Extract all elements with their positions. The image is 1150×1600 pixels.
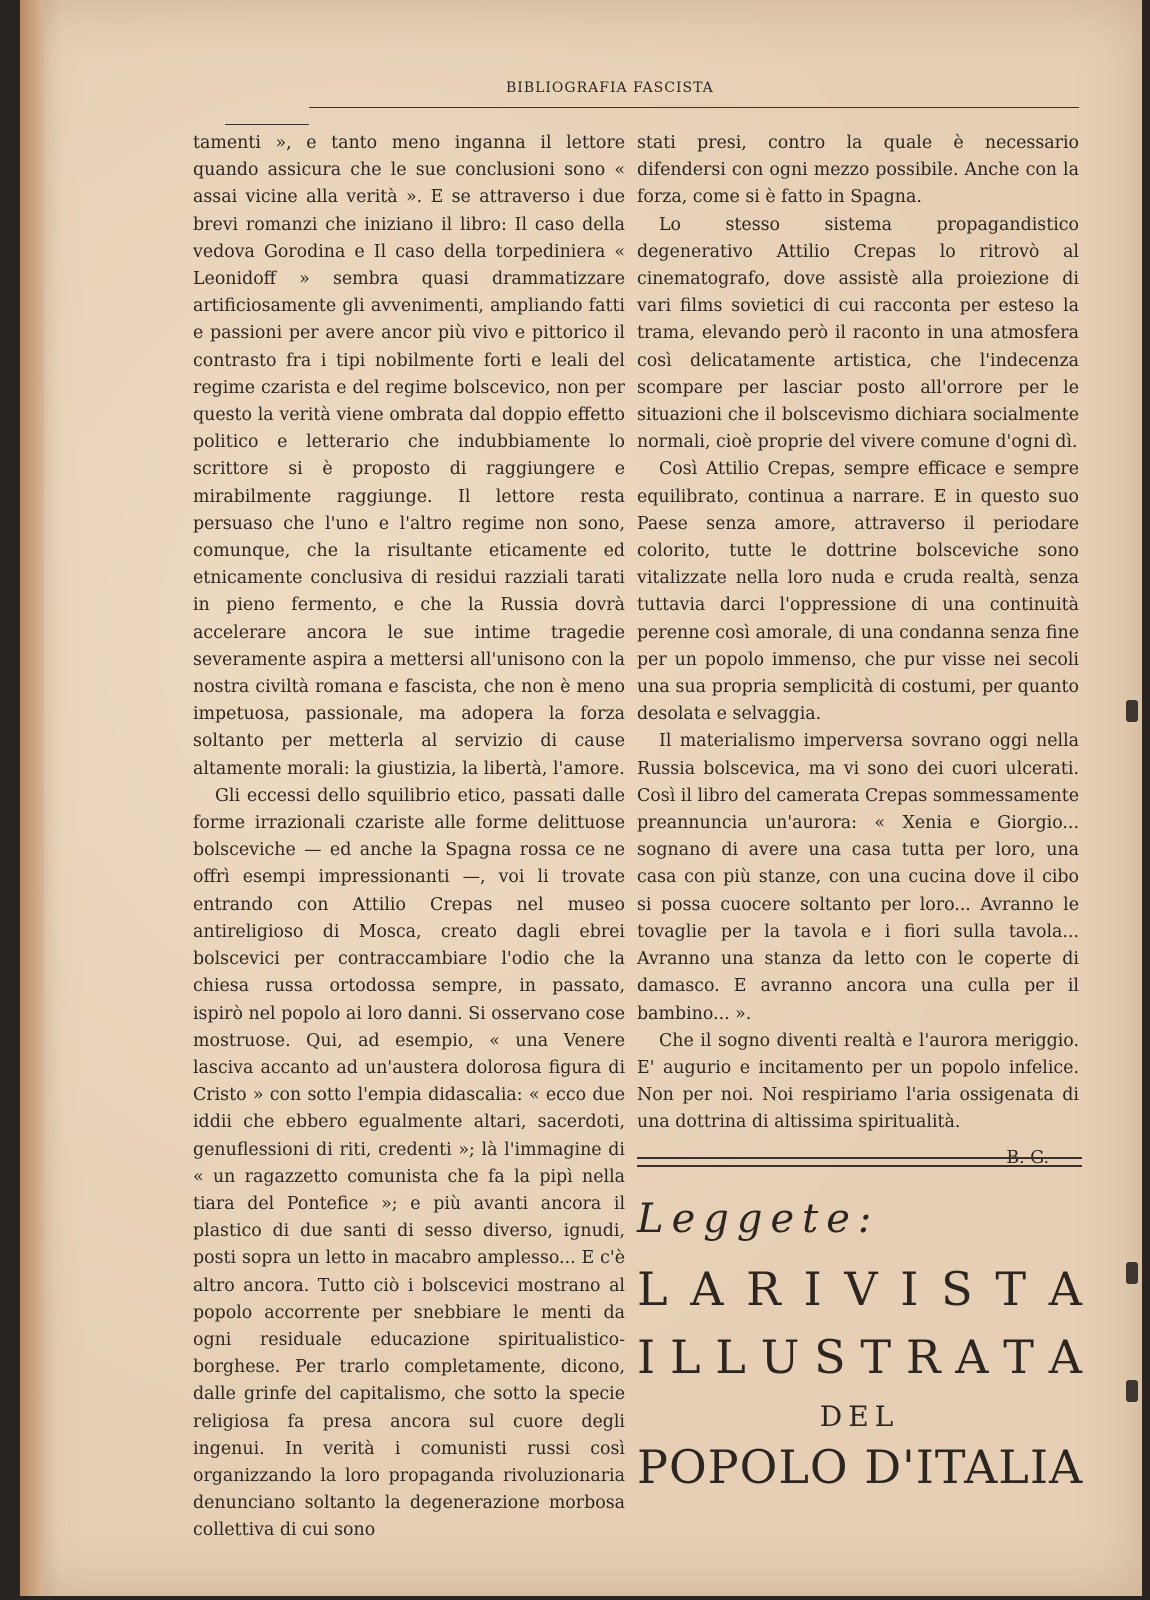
advert-letter: I [637,1330,656,1384]
page-edge [20,0,44,1596]
advert-line-popolo: POPOLO D'ITALIA [637,1440,1084,1494]
advert-letter: R [746,1262,781,1316]
advert-letter: L [637,1262,668,1316]
right-paragraph-3: Così Attilio Crepas, sempre efficace e sempre equilibrato, continua a narrare. E in questo suo Paese senza amore, attraverso il periodare colorito, tutte le dottrine bolsceviche sono vitalizzate nella loro nuda e cruda realtà, senza tuttavia darci l'oppressione di una continuità perenne così amorale, di una condanna senza fine per un popolo immenso, che pur visse nei secoli una sua propria semplicità di costumi, per quanto desolata e selvaggia. [637,459,1079,725]
advert-letter: T [1003,1330,1034,1384]
left-column [193,130,625,1545]
left-paragraph-2: Gli eccessi dello squilibrio etico, passati dalle forme irrazionali czariste alle forme delittuose bolsceviche — ed anche la Spagna rossa ce ne offrì esempi impressionanti —, voi li trovate entrando con Attilio Crepas nel museo antireligioso di Mosca, creato dagli ebrei bolscevici per contraccambiare l'odio che la chiesa russa ortodossa sempre, in passato, ispirò nel popolo ai loro danni. Si osservano cose mostruose. Qui, ad esempio, « una Venere lasciva accanto ad un'austera dolorosa figura di Cristo » con sotto l'empia didascalia: « ecco due iddii che ebbero egualmente altari, sacerdoti, genuflessioni di riti, credenti »; là l'immagine di « un ragazzetto comunista che fa la pipì nella tiara del Pontefice »; e più avanti ancora il plastico di due santi di sesso diverso, ignudi, posti sopra un letto in macabro amplesso... E c'è altro ancora. Tutto ciò i bolscevici mostrano al popolo accorrente per snebbiare le menti da ogni residuale educazione spiritualistico-borghese. Per trarlo completamente, dicono, dalle grinfe del capitalismo, che sotto la specie religiosa fa presa ancora sul cuore degli ingenui. In verità i comunisti russi così organizzando la loro propaganda rivoluzionaria denunciano soltanto la degenerazione morbosa collettiva di cui sono [193,785,625,1541]
advert-letter: L [669,1330,701,1384]
advert-line-illustrata [637,1330,1082,1384]
advert-line-del: DEL [819,1400,900,1433]
advert-letter: S [814,1330,846,1384]
advert-letter: A [1048,1262,1082,1316]
advert-letter: A [955,1330,989,1384]
advert-letter: S [941,1262,973,1316]
advert-letter: I [900,1262,919,1316]
article-signature: B. G. [1006,1147,1049,1168]
advert-letter: U [760,1330,800,1384]
right-paragraph-2: Lo stesso sistema propagandistico degenerativo Attilio Crepas lo ritrovò al cinematografo, dove assistè alla proiezione di vari films sovietici di cui racconta per esteso la trama, elevando però il raconto in una atmosfera così delicatamente artistica, che l'indecenza scompare per lasciar posto all'orrore per le situazioni che il bolscevismo dichiara socialmente normali, cioè proprie del vivere comune d'ogni dì. [637,214,1079,453]
binding-clip [1126,1262,1138,1284]
magazine-page [20,0,1142,1596]
right-paragraph-5: Che il sogno diventi realtà e l'aurora meriggio. E' augurio e incitamento per un popolo infelice. Non per noi. Noi respiriamo l'aria ossigenata di una dottrina di altissima spiritualità. [637,1030,1079,1133]
advert-letter: L [715,1330,746,1384]
right-paragraph-1: stati presi, contro la quale è necessario difendersi con ogni mezzo possibile. Anche con la forza, come si è fatto in Spagna. [637,133,1079,208]
running-header: BIBLIOGRAFIA FASCISTA [506,80,714,96]
advert-line-rivista [637,1262,1082,1316]
header-rule-right [309,107,1079,108]
advert-letter: A [1048,1330,1082,1384]
binding-clip [1126,700,1138,722]
right-paragraph-4: Il materialismo imperversa sovrano oggi nella Russia bolscevica, ma vi sono dei cuori ulcerati. Così il libro del camerata Crepas sommessamente preannuncia un'aurora: « Xenia e Giorgio... sognano di avere una casa tutta per loro, una casa con più stanze, con una cucina dove il cibo si possa cuocere soltanto per loro... Avranno le tovaglie per la tavola e i fiori sulla tavola... Avranno una stanza da letto con le coperte di damasco. E avranno ancora una culla per il bambino... ». [637,731,1079,1024]
right-column [637,130,1079,1172]
advert-letter: T [860,1330,892,1384]
advert-leggete: Leggete: [637,1196,880,1242]
advert-letter: T [995,1262,1027,1316]
advert-letter: V [844,1262,878,1316]
binding-clip [1126,1380,1138,1402]
advert-letter: I [803,1262,822,1316]
header-rule-left [225,124,309,125]
advert-letter: R [905,1330,941,1384]
advert-divider [637,1157,1082,1167]
advert-letter: A [690,1262,724,1316]
left-paragraph-1: tamenti », e tanto meno inganna il lettore quando assicura che le sue conclusioni sono « assai vicine alla verità ». E se attraverso i due brevi romanzi che iniziano il libro: Il caso della vedova Gorodina e Il caso della torpediniera « Leonidoff » sembra quasi drammatizzare artificiosamente gli avvenimenti, ampliando fatti e passioni per avere ancor più vivo e pittorico il contrasto fra i tipi nobilmente forti e leali del regime czarista e del regime bolscevico, non per questo la verità viene ombrata dal doppio effetto politico e letterario che indubbiamente lo scrittore si è proposto di raggiungere e mirabilmente raggiunge. Il lettore resta persuaso che l'uno e l'altro regime non sono, comunque, che la risultante eticamente ed etnicamente conclusiva di residui razziali tarati in pieno fermento, e che la Russia dovrà accelerare ancora le sue intime tragedie severamente aspira a mettersi all'unisono con la nostra civiltà romana e fascista, che non è meno impetuosa, passionale, ma adopera la forza soltanto per metterla al servizio di cause altamente morali: la giustizia, la libertà, l'amore. [193,133,625,779]
